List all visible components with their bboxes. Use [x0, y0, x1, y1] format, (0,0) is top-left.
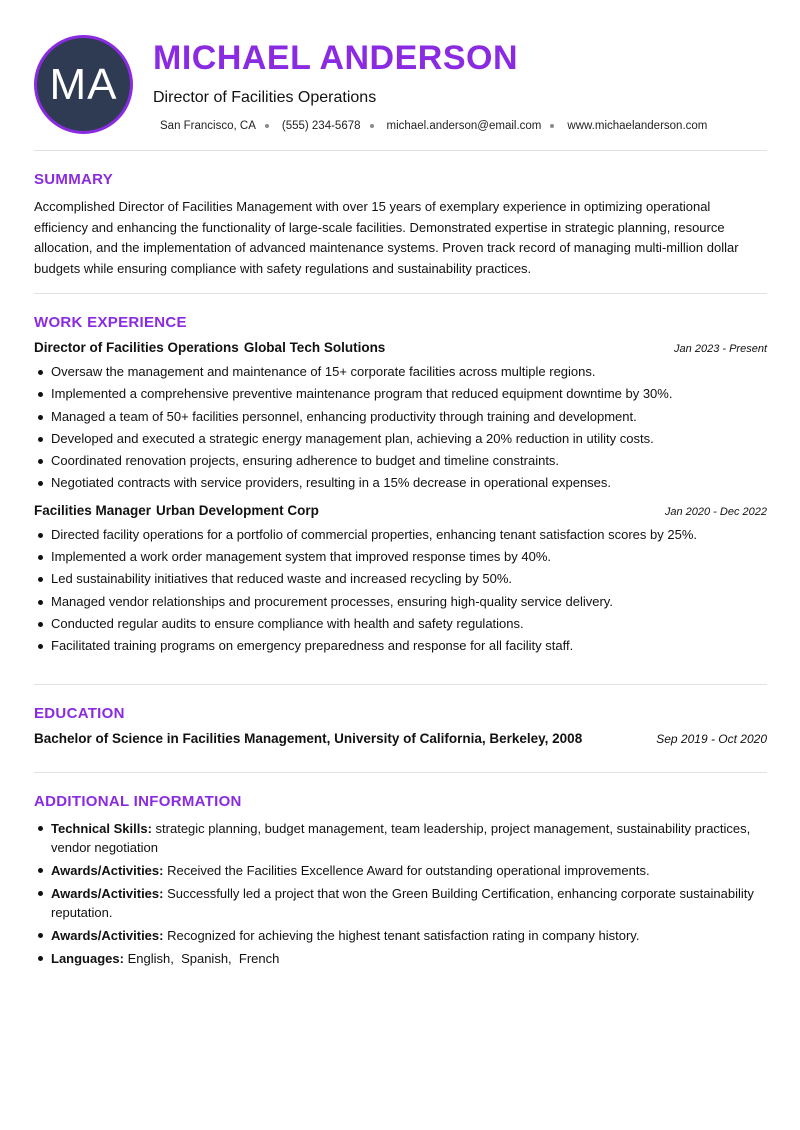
- candidate-name: MICHAEL ANDERSON: [153, 39, 519, 77]
- summary-text: Accomplished Director of Facilities Management with over 15 years of exemplary experience in optimizing operational efficiency and enhancing the functionality of large-scale facilities. Demonstrated expertise in strategic planning, resource allocation, and the implementation of advanced maintenance systems. Proven track record of managing multi-million dollar budgets while ensuring compliance with safety regulations and sustainability practices.: [34, 199, 739, 276]
- additional-item-text: Received the Facilities Excellence Award for outstanding operational improvements.: [167, 862, 650, 878]
- job-bullets: [34, 361, 767, 495]
- additional-item: [34, 884, 767, 922]
- additional-item-label: Awards/Activities:: [51, 927, 164, 943]
- additional-item: [34, 819, 767, 857]
- contact-phone[interactable]: (555) 234-5678: [281, 120, 361, 132]
- job-company: Urban Development Corp: [156, 502, 319, 518]
- bullet-item: Conducted regular audits to ensure compliance with health and safety regulations.: [34, 613, 767, 635]
- summary-heading: SUMMARY: [34, 171, 114, 188]
- bullet-item: Facilitated training programs on emergency preparedness and response for all facility staff.: [34, 635, 767, 657]
- additional-heading: ADDITIONAL INFORMATION: [34, 792, 242, 810]
- job-role: [34, 340, 385, 355]
- contact-location: San Francisco, CA: [160, 120, 256, 132]
- avatar-initials: MA: [49, 59, 118, 109]
- job-role-title: Facilities Manager: [34, 502, 152, 518]
- job-dates: Jan 2023 - Present: [674, 343, 767, 355]
- avatar: [34, 35, 133, 134]
- job-dates: Jan 2020 - Dec 2022: [664, 505, 767, 518]
- job-header: [34, 503, 767, 518]
- bullet-item: Negotiated contracts with service providers, resulting in a 15% decrease in operational expenses.: [34, 472, 767, 494]
- additional-item: [34, 926, 767, 945]
- job-company: Global Tech Solutions: [243, 340, 386, 355]
- separator-dot-icon: [370, 124, 374, 128]
- education-entry: [34, 731, 767, 746]
- additional-item-label: Technical Skills:: [51, 820, 152, 836]
- bullet-item: Developed and executed a strategic energy management plan, achieving a 20% reduction in utility costs.: [34, 428, 767, 450]
- contact-info: [160, 120, 707, 132]
- bullet-item: Directed facility operations for a portfolio of commercial properties, enhancing tenant satisfaction scores by 25%.: [34, 524, 767, 546]
- bullet-item: Managed vendor relationships and procurement processes, ensuring high-quality service delivery.: [34, 591, 767, 613]
- job-bullets: [34, 524, 767, 658]
- contact-email[interactable]: michael.anderson@email.com: [386, 120, 542, 132]
- bullet-item: Led sustainability initiatives that reduced waste and increased recycling by 50%.: [34, 568, 767, 590]
- additional-item: [34, 949, 767, 968]
- job-entry: [34, 340, 767, 495]
- bullet-item: Implemented a work order management system that improved response times by 40%.: [34, 546, 767, 568]
- additional-item-text: strategic planning, budget management, team leadership, project management, sustainability practices, vendor negotiation: [51, 820, 751, 855]
- education-section: [34, 685, 767, 746]
- additional-item-text: English, Spanish, French: [127, 950, 280, 966]
- resume-header: [34, 0, 767, 150]
- bullet-item: Managed a team of 50+ facilities personnel, enhancing productivity through training and development.: [34, 406, 767, 428]
- experience-heading: WORK EXPERIENCE: [34, 314, 187, 331]
- job-title-heading: Director of Facilities Operations: [153, 89, 377, 106]
- education-heading: EDUCATION: [34, 704, 125, 722]
- bullet-item: Coordinated renovation projects, ensuring adherence to budget and timeline constraints.: [34, 450, 767, 472]
- additional-item-label: Languages:: [51, 950, 124, 966]
- summary-section: [34, 151, 767, 279]
- job-entry: [34, 503, 767, 658]
- additional-section: [34, 773, 767, 968]
- job-role-title: Director of Facilities Operations: [34, 340, 239, 355]
- separator-dot-icon: [265, 124, 269, 128]
- bullet-item: Oversaw the management and maintenance of 15+ corporate facilities across multiple regions.: [34, 361, 767, 383]
- additional-item-text: Successfully led a project that won the Green Building Certification, enhancing corporate sustainability reputation.: [51, 885, 754, 920]
- separator-dot-icon: [550, 124, 554, 128]
- additional-item-label: Awards/Activities:: [51, 885, 164, 901]
- bullet-item: Implemented a comprehensive preventive maintenance program that reduced equipment downtime by 30%.: [34, 383, 767, 405]
- education-dates: Sep 2019 - Oct 2020: [656, 731, 767, 746]
- additional-item-label: Awards/Activities:: [51, 862, 164, 878]
- additional-item: [34, 861, 767, 880]
- additional-item-text: Recognized for achieving the highest tenant satisfaction rating in company history.: [167, 927, 640, 943]
- job-role: [34, 503, 319, 518]
- education-degree: Bachelor of Science in Facilities Management, University of California, Berkeley, 2008: [34, 730, 583, 746]
- additional-list: [34, 819, 767, 968]
- experience-section: [34, 294, 767, 658]
- contact-website[interactable]: www.michaelanderson.com: [567, 120, 708, 132]
- job-header: [34, 340, 767, 355]
